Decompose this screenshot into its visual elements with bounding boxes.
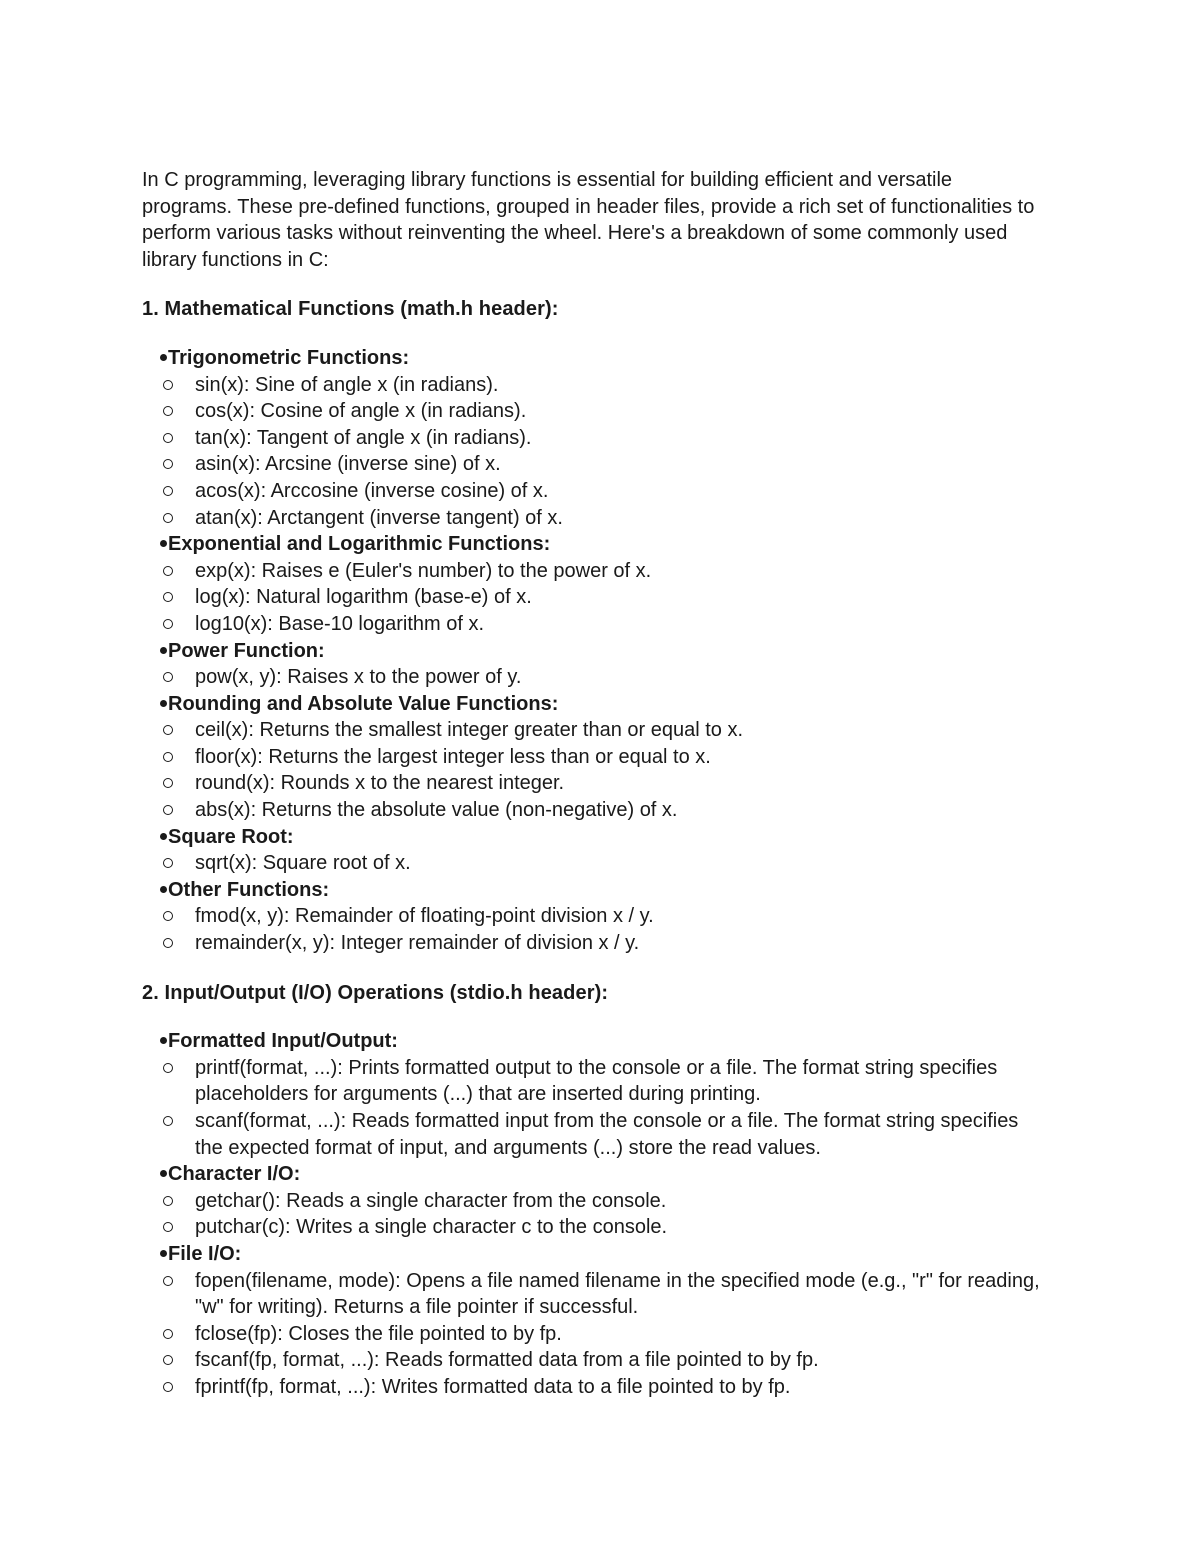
- hollow-bullet-icon: [163, 1329, 173, 1339]
- bullet-group: [142, 1028, 1042, 1161]
- list-item-text: round(x): Rounds x to the nearest integer.: [195, 772, 565, 795]
- group-title: Square Root:: [168, 825, 294, 848]
- list-item-text: log(x): Natural logarithm (base-e) of x.: [195, 586, 532, 609]
- list-item: [168, 372, 1042, 399]
- bullet-group: [142, 638, 1042, 691]
- sections-container: [142, 296, 1042, 1400]
- list-item-text: asin(x): Arcsine (inverse sine) of x.: [195, 453, 501, 476]
- bullet-group: [142, 877, 1042, 957]
- group-title: File I/O:: [168, 1242, 242, 1265]
- hollow-bullet-icon: [163, 752, 173, 762]
- hollow-bullet-icon: [163, 1355, 173, 1365]
- hollow-bullet-icon: [163, 1382, 173, 1392]
- filled-bullet-icon: [160, 647, 167, 654]
- group-title: Exponential and Logarithmic Functions:: [168, 533, 551, 556]
- hollow-bullet-icon: [163, 406, 173, 416]
- list-item-text: putchar(c): Writes a single character c to the console.: [195, 1216, 668, 1239]
- intro-paragraph: In C programming, leveraging library functions is essential for building efficient and versatile programs. These pre-defined functions, grouped in header files, provide a rich set of functionalities to perform various tasks without reinventing the wheel. Here's a breakdown of some commonly used library functions in C:: [142, 169, 1035, 271]
- list-item: [168, 1188, 1042, 1215]
- list-item: [168, 1055, 1042, 1108]
- group-title-row: [168, 877, 1042, 904]
- list-item-text: acos(x): Arccosine (inverse cosine) of x.: [195, 479, 549, 502]
- list-item: [168, 797, 1042, 824]
- group-title-row: [168, 345, 1042, 372]
- list-item: [168, 425, 1042, 452]
- section-heading: 2. Input/Output (I/O) Operations (stdio.h header):: [142, 981, 609, 1004]
- list-item: [168, 664, 1042, 691]
- hollow-bullet-icon: [163, 513, 173, 523]
- hollow-bullet-icon: [163, 672, 173, 682]
- group-title: Trigonometric Functions:: [168, 346, 410, 369]
- hollow-bullet-icon: [163, 1063, 173, 1073]
- hollow-bullet-icon: [163, 1222, 173, 1232]
- list-item-text: pow(x, y): Raises x to the power of y.: [195, 666, 522, 689]
- list-item-text: exp(x): Raises e (Euler's number) to the power of x.: [195, 559, 652, 582]
- bullet-group: [142, 691, 1042, 824]
- hollow-bullet-icon: [163, 725, 173, 735]
- group-title-row: [168, 824, 1042, 851]
- filled-bullet-icon: [160, 833, 167, 840]
- list-item-text: cos(x): Cosine of angle x (in radians).: [195, 400, 527, 423]
- bullet-group: [142, 1241, 1042, 1401]
- list-item-text: remainder(x, y): Integer remainder of division x / y.: [195, 932, 640, 955]
- list-item-text: tan(x): Tangent of angle x (in radians).: [195, 426, 532, 449]
- list-item-text: printf(format, ...): Prints formatted output to the console or a file. The format string specifies placeholders for arguments (...) that are inserted during printing.: [195, 1056, 998, 1106]
- hollow-bullet-icon: [163, 1116, 173, 1126]
- list-item: [168, 611, 1042, 638]
- group-title-row: [168, 638, 1042, 665]
- group-title: Character I/O:: [168, 1163, 301, 1186]
- list-item-text: fmod(x, y): Remainder of floating-point division x / y.: [195, 905, 654, 928]
- filled-bullet-icon: [160, 540, 167, 547]
- list-item: [168, 930, 1042, 957]
- document-page: [142, 167, 1042, 1401]
- group-title-row: [168, 531, 1042, 558]
- list-item: [168, 398, 1042, 425]
- list-item: [168, 1214, 1042, 1241]
- list-item: [168, 451, 1042, 478]
- hollow-bullet-icon: [163, 805, 173, 815]
- list-item: [168, 505, 1042, 532]
- filled-bullet-icon: [160, 1170, 167, 1177]
- group-title: Rounding and Absolute Value Functions:: [168, 692, 559, 715]
- list-item: [168, 903, 1042, 930]
- list-item-text: sin(x): Sine of angle x (in radians).: [195, 373, 499, 396]
- hollow-bullet-icon: [163, 911, 173, 921]
- list-item-text: getchar(): Reads a single character from the console.: [195, 1189, 667, 1212]
- section-heading: 1. Mathematical Functions (math.h header):: [142, 298, 559, 321]
- list-item-text: fscanf(fp, format, ...): Reads formatted data from a file pointed to by fp.: [195, 1349, 819, 1372]
- list-item: [168, 1374, 1042, 1401]
- list-item-text: fopen(filename, mode): Opens a file named filename in the specified mode (e.g., "r" for reading, "w" for writing). Returns a file pointer if successful.: [195, 1269, 1040, 1319]
- group-title: Power Function:: [168, 639, 325, 662]
- list-item: [168, 744, 1042, 771]
- group-title-row: [168, 691, 1042, 718]
- filled-bullet-icon: [160, 354, 167, 361]
- hollow-bullet-icon: [163, 433, 173, 443]
- hollow-bullet-icon: [163, 380, 173, 390]
- list-item: [168, 478, 1042, 505]
- list-item-text: sqrt(x): Square root of x.: [195, 852, 411, 875]
- list-item: [168, 717, 1042, 744]
- bullet-group: [142, 345, 1042, 531]
- list-item-text: fprintf(fp, format, ...): Writes formatted data to a file pointed to by fp.: [195, 1375, 791, 1398]
- hollow-bullet-icon: [163, 619, 173, 629]
- hollow-bullet-icon: [163, 1276, 173, 1286]
- list-item: [168, 1321, 1042, 1348]
- filled-bullet-icon: [160, 886, 167, 893]
- list-item: [168, 850, 1042, 877]
- hollow-bullet-icon: [163, 592, 173, 602]
- bullet-group: [142, 531, 1042, 637]
- list-item-text: scanf(format, ...): Reads formatted input from the console or a file. The format string specifies the expected format of input, and arguments (...) store the read values.: [195, 1110, 1019, 1159]
- list-item-text: ceil(x): Returns the smallest integer greater than or equal to x.: [195, 719, 744, 742]
- list-item: [168, 584, 1042, 611]
- list-item: [168, 1108, 1042, 1161]
- hollow-bullet-icon: [163, 938, 173, 948]
- list-item: [168, 558, 1042, 585]
- hollow-bullet-icon: [163, 858, 173, 868]
- group-title-row: [168, 1028, 1042, 1055]
- filled-bullet-icon: [160, 1250, 167, 1257]
- list-item-text: atan(x): Arctangent (inverse tangent) of x.: [195, 506, 563, 529]
- list-item: [168, 1268, 1042, 1321]
- group-title-row: [168, 1161, 1042, 1188]
- list-item: [168, 1347, 1042, 1374]
- list-item: [168, 770, 1042, 797]
- list-item-text: fclose(fp): Closes the file pointed to by fp.: [195, 1322, 562, 1345]
- bullet-group: [142, 1161, 1042, 1241]
- hollow-bullet-icon: [163, 1196, 173, 1206]
- list-item-text: abs(x): Returns the absolute value (non-negative) of x.: [195, 799, 678, 822]
- group-title-row: [168, 1241, 1042, 1268]
- hollow-bullet-icon: [163, 566, 173, 576]
- group-title: Formatted Input/Output:: [168, 1030, 398, 1053]
- hollow-bullet-icon: [163, 486, 173, 496]
- bullet-group: [142, 824, 1042, 877]
- filled-bullet-icon: [160, 700, 167, 707]
- hollow-bullet-icon: [163, 778, 173, 788]
- hollow-bullet-icon: [163, 459, 173, 469]
- group-title: Other Functions:: [168, 878, 330, 901]
- list-item-text: log10(x): Base-10 logarithm of x.: [195, 612, 485, 635]
- filled-bullet-icon: [160, 1037, 167, 1044]
- list-item-text: floor(x): Returns the largest integer less than or equal to x.: [195, 745, 711, 768]
